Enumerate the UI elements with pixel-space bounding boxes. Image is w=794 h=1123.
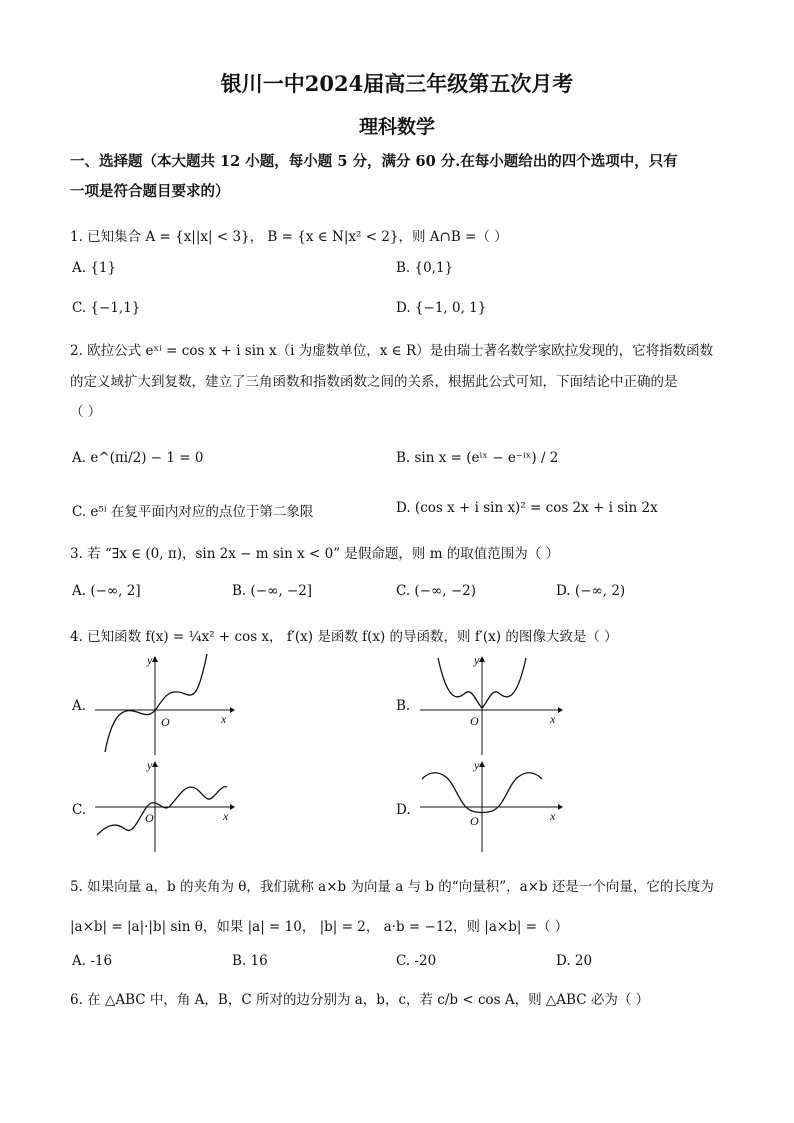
graph-d-y-label: y: [474, 758, 480, 772]
graph-d: [420, 757, 565, 852]
question-1-option-a[interactable]: A. {1}: [72, 260, 117, 276]
question-4-stem: 4. 已知函数 f(x) = ¼x² + cos x， f′(x) 是函数 f(x) 的导函数，则 f′(x) 的图像大致是（ ）: [70, 629, 618, 645]
graph-d-x-label: x: [550, 809, 556, 823]
question-4-option-c[interactable]: C.: [72, 802, 87, 818]
question-6-stem: 6. 在 △ABC 中，角 A，B，C 所对的边分别为 a，b，c，若 c/b < cos A，则 △ABC 必为（ ）: [70, 992, 650, 1008]
graph-d-origin: O: [470, 814, 479, 828]
graph-a-origin: O: [161, 715, 170, 729]
graph-b-y-label: y: [474, 653, 480, 667]
graph-c: [95, 757, 240, 852]
graph-a: [95, 650, 235, 755]
graph-c-origin: O: [145, 811, 154, 825]
question-3-option-a[interactable]: A. (−∞, 2]: [72, 583, 141, 599]
page-title: 银川一中2024届高三年级第五次月考: [220, 71, 574, 96]
graph-a-x-label: x: [221, 712, 227, 726]
question-5-option-a[interactable]: A. -16: [72, 953, 113, 969]
question-3-stem: 3. 若 “∃x ∈ (0, π)，sin 2x − m sin x < 0” 是假命题，则 m 的取值范围为（ ）: [70, 546, 560, 562]
graph-b-origin: O: [470, 714, 479, 728]
question-3-option-d[interactable]: D. (−∞, 2): [556, 583, 626, 599]
question-3-option-b[interactable]: B. (−∞, −2]: [232, 583, 313, 599]
question-1-stem: 1. 已知集合 A = {x||x| < 3}， B = {x ∈ N|x² < 2}，则 A∩B =（ ）: [70, 229, 508, 245]
question-2-option-b[interactable]: B. sin x = (eⁱˣ − e⁻ⁱˣ) / 2: [396, 450, 559, 466]
graph-c-y-label: y: [147, 758, 153, 772]
question-2-option-c[interactable]: C. e⁵ⁱ 在复平面内对应的点位于第二象限: [72, 504, 314, 520]
question-1-option-d[interactable]: D. {−1, 0, 1}: [396, 300, 487, 316]
question-5-option-b[interactable]: B. 16: [232, 953, 268, 969]
question-2-option-d[interactable]: D. (cos x + i sin x)² = cos 2x + i sin 2x: [396, 500, 658, 516]
question-5-option-d[interactable]: D. 20: [556, 953, 593, 969]
question-4-option-a[interactable]: A.: [72, 698, 87, 714]
question-2-line2: 的定义域扩大到复数，建立了三角函数和指数函数之间的关系，根据此公式可知，下面结论中正确的是: [70, 374, 678, 390]
question-2-line1: 2. 欧拉公式 eˣⁱ = cos x + i sin x（i 为虚数单位，x ∈ R）是由瑞士著名数学家欧拉发现的，它将指数函数: [70, 343, 714, 359]
section-heading-line2: 一项是符合题目要求的）: [70, 183, 230, 200]
graph-b: [420, 650, 565, 755]
question-3-option-c[interactable]: C. (−∞, −2): [396, 583, 477, 599]
question-1-option-c[interactable]: C. {−1,1}: [72, 300, 141, 316]
graph-c-x-label: x: [223, 809, 229, 823]
question-1-option-b[interactable]: B. {0,1}: [396, 260, 454, 276]
question-5-line2: |a×b| = |a|·|b| sin θ，如果 |a| = 10， |b| = 2， a·b = −12，则 |a×b| =（ ）: [70, 919, 569, 935]
subject-title: 理科数学: [358, 116, 435, 138]
question-4-option-d[interactable]: D.: [396, 802, 411, 818]
section-heading-line1: 一、选择题（本大题共 12 小题，每小题 5 分，满分 60 分.在每小题给出的四个选项中，只有: [70, 153, 678, 170]
question-2-option-a[interactable]: A. e^(πi/2) − 1 = 0: [72, 450, 204, 466]
question-4-option-b[interactable]: B.: [396, 698, 411, 714]
graph-b-x-label: x: [550, 712, 556, 726]
question-5-option-c[interactable]: C. -20: [396, 953, 437, 969]
graph-a-y-label: y: [147, 653, 153, 667]
question-5-line1: 5. 如果向量 a，b 的夹角为 θ，我们就称 a×b 为向量 a 与 b 的“向量积”，a×b 还是一个向量，它的长度为: [70, 879, 714, 895]
question-2-line3: （ ）: [70, 404, 102, 420]
